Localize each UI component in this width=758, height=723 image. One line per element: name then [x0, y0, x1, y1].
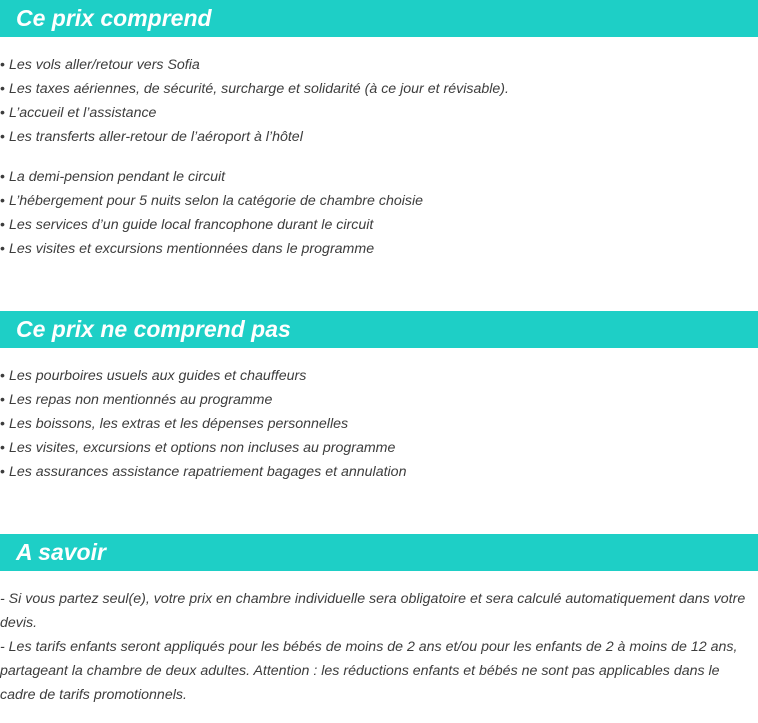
list-item: • L’accueil et l’assistance: [0, 101, 509, 125]
included-list: [0, 53, 509, 261]
info-paragraph: - Les tarifs enfants seront appliqués pour les bébés de moins de 2 ans et/ou pour les enfants de 2 à moins de 12 ans, partageant la chambre de deux adultes. Attention : les réductions enfants et bébés ne sont pas applicables dans le cadre de tarifs promotionnels.: [0, 639, 738, 703]
list-item: • Les vols aller/retour vers Sofia: [0, 53, 509, 77]
section-title-included: Ce prix comprend: [0, 0, 758, 37]
list-item: • Les assurances assistance rapatriement bagages et annulation: [0, 460, 406, 484]
not-included-list: [0, 364, 406, 484]
section-title-not-included: Ce prix ne comprend pas: [0, 311, 758, 348]
list-item: • Les repas non mentionnés au programme: [0, 388, 406, 412]
list-item: • Les visites, excursions et options non incluses au programme: [0, 436, 406, 460]
list-item: • Les taxes aériennes, de sécurité, surcharge et solidarité (à ce jour et révisable).: [0, 77, 509, 101]
list-item: • Les boissons, les extras et les dépenses personnelles: [0, 412, 406, 436]
list-item: • Les visites et excursions mentionnées dans le programme: [0, 237, 509, 261]
section-title-good-to-know: A savoir: [0, 534, 758, 571]
list-spacer: [0, 149, 509, 165]
info-paragraph: - Si vous partez seul(e), votre prix en chambre individuelle sera obligatoire et sera calculé automatiquement dans votre devis.: [0, 591, 746, 631]
list-item: • La demi-pension pendant le circuit: [0, 165, 509, 189]
list-item: • L’hébergement pour 5 nuits selon la catégorie de chambre choisie: [0, 189, 509, 213]
list-item: • Les transferts aller-retour de l’aéroport à l’hôtel: [0, 125, 509, 149]
list-item: • Les services d’un guide local francophone durant le circuit: [0, 213, 509, 237]
list-item: • Les pourboires usuels aux guides et chauffeurs: [0, 364, 406, 388]
